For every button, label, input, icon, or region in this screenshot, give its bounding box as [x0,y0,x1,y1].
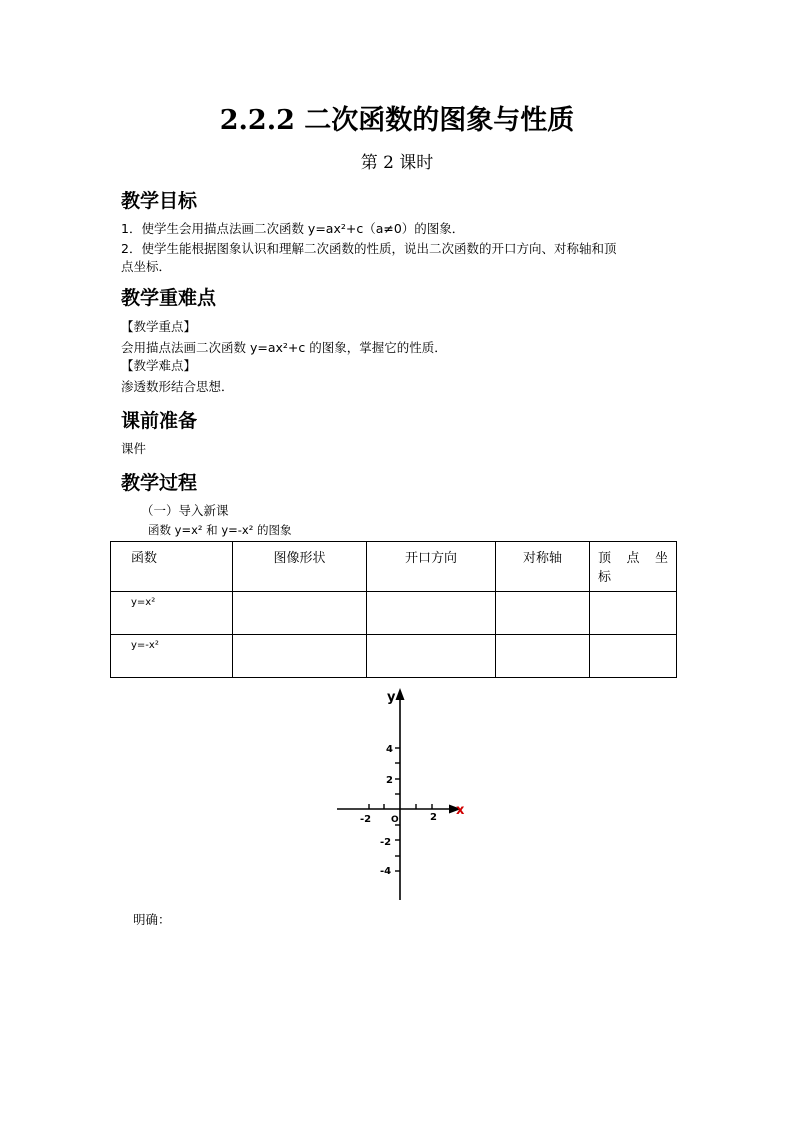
y-tick-label: -2 [380,837,392,848]
table-header-cell: 开口方向 [367,542,496,592]
table-header-cell: 函数 [111,542,233,592]
table-cell-empty [367,635,496,678]
difficulty-text: 渗透数形结合思想． [121,379,234,394]
table-cell-empty [590,635,677,678]
function-table [110,541,677,678]
section-heading-process: 教学过程 [121,472,198,494]
table-cell-function: y=x² [111,592,233,635]
table-cell-empty [496,592,590,635]
goal-item-2-line1: 2．使学生能根据图象认识和理解二次函数的性质，说出二次函数的开口方向、对称轴和顶 [121,241,617,256]
process-step-1: （一）导入新课 [141,503,229,518]
table-row [111,635,677,678]
y-tick-label: -4 [380,866,392,877]
table-header-cell [590,542,677,592]
prep-text: 课件 [121,441,147,456]
y-axis-arrow-icon [396,688,405,700]
section-heading-goals: 教学目标 [121,190,198,212]
goal-item-1: 1．使学生会用描点法画二次函数 y=ax²+c（a≠0）的图象． [121,221,465,236]
coordinate-axes-figure [330,684,475,904]
goal-item-2-line2: 点坐标． [121,259,172,274]
table-row [111,592,677,635]
x-tick-label: 2 [430,812,437,823]
table-cell-empty [590,592,677,635]
origin-label: O [391,815,399,825]
table-header-cell: 对称轴 [496,542,590,592]
table-cell-empty [496,635,590,678]
table-cell-empty [233,592,367,635]
table-cell-function: y=-x² [111,635,233,678]
section-heading-prep: 课前准备 [121,410,198,432]
conclusion-label: 明确： [133,912,171,927]
table-header-cell-line1: 顶 点 坐 [598,551,668,566]
table-header-row [111,542,677,592]
y-axis-label: y [387,690,396,705]
difficulty-label: 【教学难点】 [121,358,197,373]
table-cell-empty [233,635,367,678]
section-heading-keypoints: 教学重难点 [121,287,217,309]
y-tick-label: 4 [386,744,393,755]
table-header-cell: 图像形状 [233,542,367,592]
y-tick-label: 2 [386,775,393,786]
page-subtitle: 第 2 课时 [360,153,434,173]
page-title: 2.2.2 二次函数的图象与性质 [219,105,575,136]
x-axis-label: x [456,803,465,818]
focus-text: 会用描点法画二次函数 y=ax²+c 的图象，掌握它的性质． [121,340,447,355]
process-step-1-desc: 函数 y=x² 和 y=-x² 的图象 [148,523,292,537]
x-tick-label: -2 [360,814,372,825]
table-cell-empty [367,592,496,635]
table-header-cell-line2: 标 [598,570,612,585]
focus-label: 【教学重点】 [121,319,197,334]
